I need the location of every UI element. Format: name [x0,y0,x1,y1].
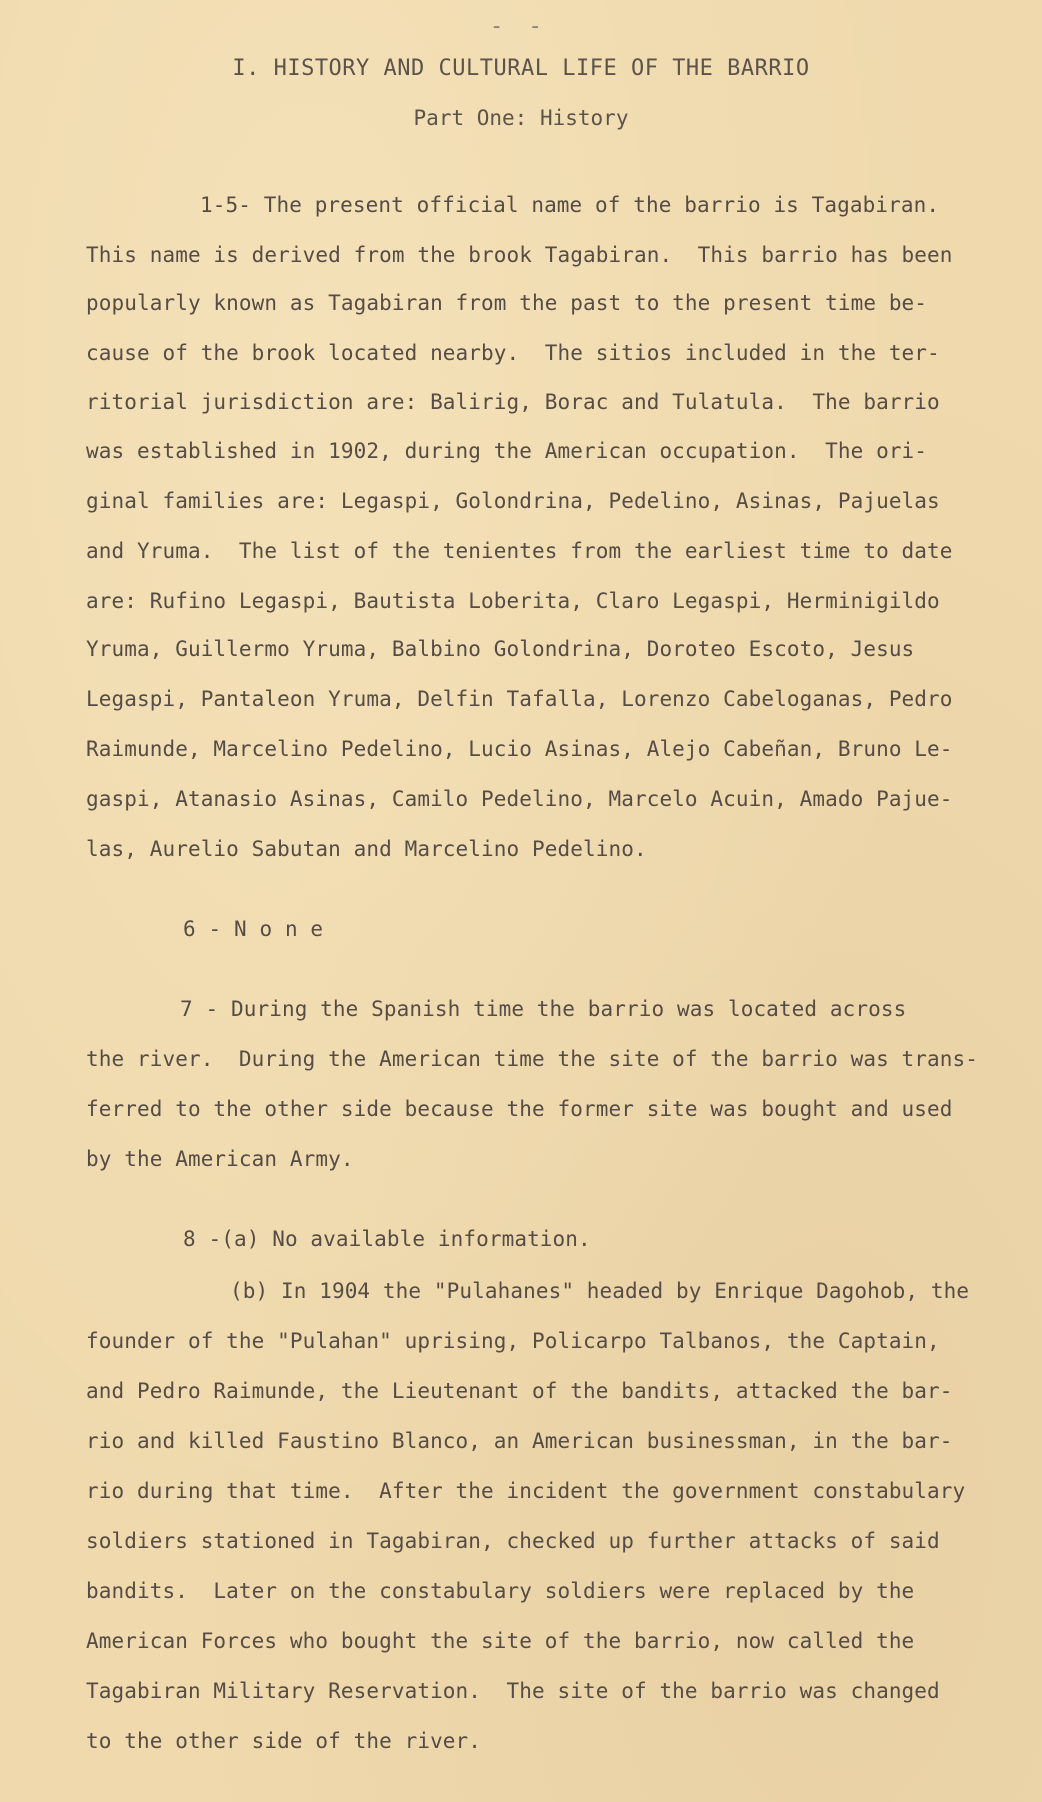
text-line: and Pedro Raimunde, the Lieutenant of the bandits, attacked the bar- [86,1379,953,1403]
text-line: rio during that time. After the incident the government constabulary [86,1479,966,1503]
text-line: to the other side of the river. [86,1729,482,1753]
text-line: 1-5- The present official name of the barrio is Tagabiran. [200,193,940,217]
text-line: Yruma, Guillermo Yruma, Balbino Golondrina, Doroteo Escoto, Jesus [86,637,915,661]
page-mark: - - [490,14,548,39]
text-line: ginal families are: Legaspi, Golondrina, Pedelino, Asinas, Pajuelas [86,489,940,513]
text-line: (b) In 1904 the "Pulahanes" headed by Enrique Dagohob, the [230,1279,970,1303]
text-line: Raimunde, Marcelino Pedelino, Lucio Asinas, Alejo Cabeñan, Bruno Le- [86,737,953,761]
text-line: 7 - During the Spanish time the barrio was located across [180,997,907,1021]
text-line: American Forces who bought the site of the barrio, now called the [86,1629,915,1653]
text-line: by the American Army. [86,1147,354,1171]
text-line: Legaspi, Pantaleon Yruma, Delfin Tafalla, Lorenzo Cabeloganas, Pedro [86,687,953,711]
text-line: This name is derived from the brook Tagabiran. This barrio has been [86,243,953,267]
document-title: I. HISTORY AND CULTURAL LIFE OF THE BARRIO [232,56,810,81]
text-line: and Yruma. The list of the tenientes from the earliest time to date [86,539,953,563]
text-line: bandits. Later on the constabulary soldiers were replaced by the [86,1579,915,1603]
section-subtitle: Part One: History [413,106,629,130]
text-line: ritorial jurisdiction are: Balirig, Borac and Tulatula. The barrio [86,390,940,414]
text-line: soldiers stationed in Tagabiran, checked up further attacks of said [86,1529,940,1553]
text-line: are: Rufino Legaspi, Bautista Loberita, Claro Legaspi, Herminigildo [86,589,940,613]
text-line: rio and killed Faustino Blanco, an American businessman, in the bar- [86,1429,953,1453]
text-line: ferred to the other side because the former site was bought and used [86,1097,953,1121]
text-line: was established in 1902, during the American occupation. The ori- [86,439,928,463]
text-line: cause of the brook located nearby. The sitios included in the ter- [86,341,940,365]
text-line: Tagabiran Military Reservation. The site of the barrio was changed [86,1679,940,1703]
text-line: 6 - N o n e [183,917,324,941]
text-line: founder of the "Pulahan" uprising, Policarpo Talbanos, the Captain, [86,1329,940,1353]
text-line: the river. During the American time the site of the barrio was trans- [86,1047,979,1071]
text-line: 8 -(a) No available information. [183,1227,591,1251]
text-line: gaspi, Atanasio Asinas, Camilo Pedelino, Marcelo Acuin, Amado Pajue- [86,787,953,811]
text-line: las, Aurelio Sabutan and Marcelino Pedelino. [86,837,647,861]
text-line: popularly known as Tagabiran from the past to the present time be- [86,291,928,315]
